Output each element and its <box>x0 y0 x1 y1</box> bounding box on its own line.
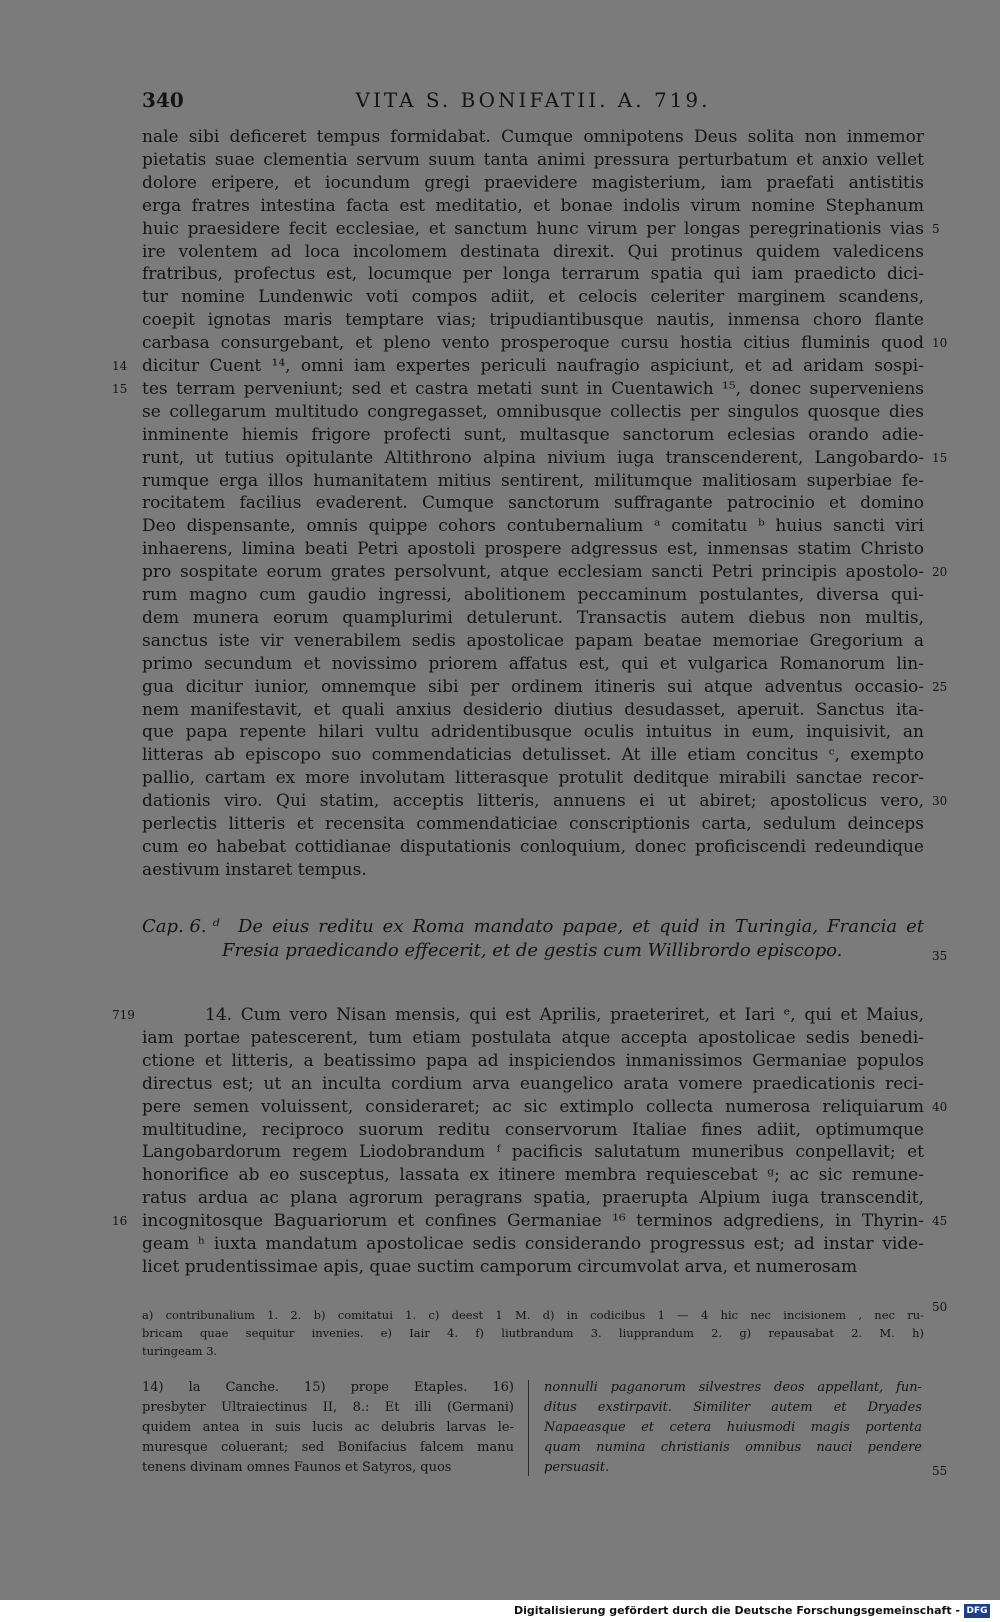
notes-line-number: 55 <box>932 1464 948 1478</box>
note-line: quam numina christianis omnibus nauci pendere <box>544 1440 922 1455</box>
text-line: licet prudentissimae apis, quae suctim camporum circumvolat arva, et numerosam <box>142 1256 858 1277</box>
line-number: 45 <box>932 1214 948 1229</box>
note-line: ditus exstirpavit. Similiter autem et Dryades <box>544 1400 922 1415</box>
text-line: honorifice ab eo susceptus, lassata ex itinere membra requiescebat ᵍ; ac sic remune- <box>142 1165 924 1186</box>
text-line: cum eo habebat cottidianae disputationis conloquium, donec proficiscendi redeundique <box>142 836 924 857</box>
text-line: Langobardorum regem Liodobrandum ᶠ pacificis salutatum muneribus conpellavit; et <box>142 1142 924 1163</box>
page-header <box>142 88 924 114</box>
chapter-title-line-2: Fresia praedicando effecerit, et de gestis cum Willibrordo episcopo. <box>222 940 843 961</box>
text-line: nem manifestavit, et quali anxius desiderio diutius desudasset, aperuit. Sanctus ita- <box>142 699 924 720</box>
text-line: directus est; ut an inculta cordium arva euangelico arata vomere praedicationis reci- <box>142 1073 924 1094</box>
note-line: 14) la Canche. 15) prope Etaples. 16) <box>142 1380 514 1395</box>
text-line: aestivum instaret tempus. <box>142 859 367 880</box>
text-line: geam ʰ iuxta mandatum apostolicae sedis considerando progressus est; ad instar vide- <box>142 1234 924 1254</box>
text-line: dolore eripere, et iocundum gregi praevidere magisterium, iam praefati antistitis <box>142 172 924 193</box>
text-line: coepit ignotas maris temptare vias; tripudiantibusque nautis, inmensa choro flante <box>142 310 924 331</box>
margin-reference: 15 <box>112 381 128 396</box>
text-line: ctione et litteris, a beatissimo papa ad inspiciendos inmanissimos Germaniae populos <box>142 1050 924 1071</box>
text-line: ire volentem ad loca incolomem destinata direxit. Qui protinus quidem valedicens <box>142 241 924 262</box>
text-line: pere semen voluissent, consideraret; ac sic extimplo collecta numerosa reliquiarum <box>142 1096 924 1117</box>
text-line: tur nomine Lundenwic voti compos adiit, et celocis celeriter marginem scandens, <box>142 287 924 308</box>
text-line: iam portae patescerent, tum etiam postulata atque accepta apostolicae sedis benedi- <box>142 1027 924 1048</box>
dfg-logo: DFG <box>964 1604 990 1618</box>
margin-reference: 14 <box>112 359 128 373</box>
line-number: 30 <box>932 794 948 809</box>
line-number: 40 <box>932 1099 948 1114</box>
footnote-line: turingeam 3. <box>142 1344 218 1358</box>
margin-reference: 16 <box>112 1214 128 1229</box>
text-line: dem munera eorum quamplurimi detulerunt. Transactis autem diebus non multis, <box>142 607 924 628</box>
footnote-line-number: 50 <box>932 1300 948 1314</box>
margin-reference: 719 <box>112 1008 135 1022</box>
chapter-label: Cap. 6. ᵈ <box>142 916 220 937</box>
text-line: pro sospitate eorum grates persolvunt, atque ecclesiam sancti Petri principis apostolo- <box>142 562 924 583</box>
note-line: tenens divinam omnes Faunos et Satyros, quos <box>142 1460 452 1475</box>
page-number: 340 <box>142 88 184 112</box>
text-line: runt, ut tutius opitulante Altithrono alpina nivium iuga transcenderent, Langobardo- <box>142 447 924 468</box>
note-line: quidem antea in suis lucis ac delubris larvas le- <box>142 1420 514 1435</box>
text-line: dicitur Cuent ¹⁴, omni iam expertes periculi naufragio aspiciunt, et ad aridam sospi- <box>142 356 924 376</box>
digitization-footer <box>0 1600 1000 1622</box>
line-number: 25 <box>932 679 948 694</box>
footnote-line: bricam quae sequitur invenies. e) Iair 4. f) liutbrandum 3. liupprandum 2. g) repausabat 2. M. h) <box>142 1326 924 1340</box>
chapter-title-line-1: De eius reditu ex Roma mandato papae, et quid in Turingia, Francia et <box>238 916 924 937</box>
line-number: 5 <box>932 221 940 236</box>
text-line: erga fratres intestina facta est meditatio, et bonae indolis virum nomine Stephanum <box>142 195 924 216</box>
running-title: VITA S. BONIFATII. A. 719. <box>355 88 711 112</box>
line-number: 15 <box>932 450 948 465</box>
text-line: perlectis litteris et recensita commendaticiae conscriptionis carta, sedulum deinceps <box>142 814 924 834</box>
line-number: 20 <box>932 565 948 580</box>
text-line: huic praesidere fecit ecclesiae, et sanctum hunc virum per longas peregrinationis vias <box>142 218 924 239</box>
text-line: inminente hiemis frigore profecti sunt, multasque sanctorum eclesias orando adie- <box>142 424 924 445</box>
note-line: presbyter Ultraiectinus II, 8.: Et illi (Germani) <box>142 1400 514 1415</box>
text-line: sanctus iste vir venerabilem sedis apostolicae papam beatae memoriae Gregorium a <box>142 630 924 651</box>
column-divider <box>528 1380 529 1476</box>
text-line: ratus ardua ac plana agrorum peragrans spatia, praerupta Alpium iuga transcendit, <box>142 1188 924 1209</box>
text-line: Deo dispensante, omnis quippe cohors contubernalium ᵃ comitatu ᵇ huius sancti viri <box>142 516 924 537</box>
text-line: incognitosque Baguariorum et confines Germaniae ¹⁶ terminos adgrediens, in Thyrin- <box>142 1211 924 1232</box>
text-line: carbasa consurgebant, et pleno vento prosperoque cursu hostia citius fluminis quod <box>142 333 924 354</box>
text-line: pallio, cartam ex more involutam litterasque protulit deditque mirabili sanctae recor- <box>142 768 924 789</box>
chapter-heading <box>142 915 924 963</box>
text-line: gua dicitur iunior, omnemque sibi per ordinem itineris sui atque adventus occasio- <box>142 676 924 697</box>
text-line: que papa repente hilari vultu adridentibusque oculis intuitus in eum, inquisivit, an <box>142 722 924 743</box>
text-line: se collegarum multitudo congregasset, omnibusque collectis per singulos quosque dies <box>142 401 924 422</box>
text-line: multitudine, reciproco suorum reditu conservorum Italiae fines adiit, optimumque <box>142 1119 924 1140</box>
line-number: 10 <box>932 336 948 351</box>
text-line: primo secundum et novissimo priorem affatus est, qui et vulgarica Romanorum lin- <box>142 653 924 674</box>
text-line: rum magno cum gaudio ingressi, abolitionem peccaminum postulantes, diversa qui- <box>142 585 924 605</box>
text-line: 14. Cum vero Nisan mensis, qui est Aprilis, praeteriret, et Iari ᵉ, qui et Maius, <box>205 1005 924 1025</box>
text-line: dationis viro. Qui statim, acceptis litteris, annuens ei ut abiret; apostolicus vero, <box>142 791 924 812</box>
footer-credit: Digitalisierung gefördert durch die Deutsche Forschungsgemeinschaft - <box>513 1604 960 1617</box>
text-line: rumque erga illos humanitatem mitius sentirent, militumque malitiosam superbiae fe- <box>142 470 924 491</box>
text-line: rocitatem facilius evaderent. Cumque sanctorum suffragante patrocinio et domino <box>142 493 924 514</box>
text-line: nale sibi deficeret tempus formidabat. Cumque omnipotens Deus solita non inmemor <box>142 127 924 147</box>
note-line: persuasit. <box>544 1460 610 1475</box>
note-line: nonnulli paganorum silvestres deos appellant, fun- <box>544 1380 922 1395</box>
footnote-line: a) contribunalium 1. 2. b) comitatui 1. c) deest 1 M. d) in codicibus 1 — 4 hic nec incisionem , nec ru- <box>142 1308 924 1322</box>
note-line: Napaeasque et cetera huiusmodi magis portenta <box>544 1420 922 1435</box>
text-line: pietatis suae clementia servum suum tanta animi pressura perturbatum et anxio vellet <box>142 149 924 170</box>
text-line: fratribus, profectus est, locumque per longa terrarum spatia qui iam praedicto dici- <box>142 264 924 285</box>
chapter-line-number: 35 <box>932 949 948 963</box>
text-line: litteras ab episcopo suo commendaticias detulisset. At ille etiam concitus ᶜ, exempto <box>142 745 924 766</box>
text-line: inhaerens, limina beati Petri apostoli prospere adgressus est, inmensas statim Christo <box>142 539 924 560</box>
note-line: muresque coluerant; sed Bonifacius falcem manu <box>142 1440 514 1455</box>
text-line: tes terram perveniunt; sed et castra metati sunt in Cuentawich ¹⁵, donec superveniens <box>142 378 924 399</box>
